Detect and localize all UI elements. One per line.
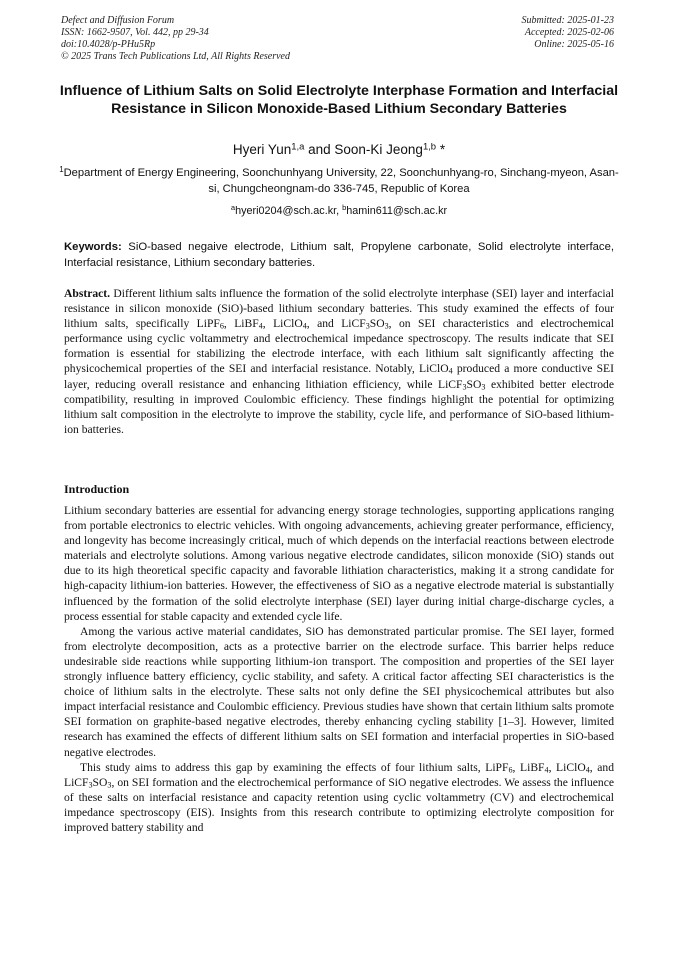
keywords-text: SiO-based negaive electrode, Lithium salt, Propylene carbonate, Solid electrolyte interface, Interfacial resistance, Lithium secondary batteries.: [64, 241, 614, 269]
email-a[interactable]: hyeri0204@sch.ac.kr: [235, 205, 337, 217]
email-a-sup: a: [230, 203, 236, 213]
author-2: Soon-Ki Jeong: [334, 142, 423, 157]
subscript: 4: [258, 321, 263, 331]
affiliation: [58, 166, 620, 197]
subscript: 3: [88, 780, 93, 790]
corresponding-star: *: [436, 142, 446, 157]
abstract: [64, 286, 614, 437]
abstract-text: SO: [369, 317, 385, 331]
online-date: Online: 2025-05-16: [534, 39, 614, 50]
author-1-sup: 1,a: [291, 141, 305, 153]
abstract-text: exhibited better electrode compatibility, resulting in improved Coulombic efficiency. These findings highlight the potential for optimizing lithium salt composition in the electrolyte to improve the stability, cycle life, and performance of SiO-based lithium-ion batteries.: [64, 377, 614, 436]
intro-text: SO: [92, 775, 108, 789]
subscript: 3: [107, 780, 112, 790]
keywords: [64, 240, 614, 271]
subscript: 3: [384, 321, 389, 331]
subscript: 4: [302, 321, 307, 331]
email-separator: ,: [336, 205, 343, 217]
intro-paragraph-3: [64, 760, 614, 835]
email-b-sup: b: [342, 203, 347, 213]
accepted-date: Accepted: 2025-02-06: [524, 27, 614, 38]
doi-line: doi:10.4028/p-PHu5Rp: [61, 39, 156, 50]
author-conjunction: and: [304, 142, 335, 157]
paper-title: Influence of Lithium Salts on Solid Electrolyte Interphase Formation and Interfacial Resistance in Silicon Monoxide-Based Lithium Secondary Batteries: [59, 83, 619, 117]
submitted-date: Submitted: 2025-01-23: [521, 15, 614, 26]
author-2-sup: 1,b: [422, 141, 437, 153]
copyright-line: © 2025 Trans Tech Publications Ltd, All Rights Reserved: [61, 51, 290, 62]
abstract-text: , and LiCF: [306, 317, 366, 331]
subscript: 3: [462, 382, 467, 392]
keywords-label: Keywords:: [64, 241, 122, 253]
intro-text: , LiBF: [512, 760, 545, 774]
subscript: 4: [585, 765, 590, 775]
abstract-text: SO: [466, 377, 482, 391]
subscript: 4: [544, 765, 549, 775]
subscript: 4: [448, 367, 453, 377]
email-line: [58, 204, 620, 218]
author-line: [58, 141, 620, 159]
subscript: 3: [365, 321, 370, 331]
intro-paragraph-1: Lithium secondary batteries are essential for advancing energy storage technologies, supporting applications ranging from portable electronics to electric vehicles. With ongoing advancements, achieving greater performance, efficiency, and longevity has become increasingly critical, much of which depends on the interfacial reactions between electrode materials and electrolyte solutions. Among various negative electrode candidates, silicon monoxide (SiO) stands out due to its high theoretical specific capacity and favorable lithiation characteristics, making it a strong candidate for high-capacity lithium-ion batteries. However, the effectiveness of SiO as a negative electrode material is substantially influenced by the formation of the solid electrolyte interphase (SEI) layer during initial charge-discharge cycles, a process essential for stable capacity and extended cycle life.: [64, 504, 614, 623]
abstract-text: , LiClO: [262, 317, 303, 331]
intro-text: , and LiCF: [64, 760, 615, 789]
author-1: Hyeri Yun: [232, 142, 292, 157]
abstract-text: Different lithium salts influence the formation of the solid electrolyte interphase (SEI) layer and interfacial resistance in silicon monoxide (SiO)-based lithium secondary batteries. This study examined the effects of four lithium salts, specifically LiPF: [64, 287, 614, 331]
email-b[interactable]: hamin611@sch.ac.kr: [346, 205, 448, 217]
intro-text: This study aims to address this gap by examining the effects of four lithium salts, LiPF: [80, 760, 509, 774]
issn-line: ISSN: 1662-9507, Vol. 442, pp 29-34: [61, 27, 209, 38]
intro-text: , on SEI formation and the electrochemical performance of SiO negative electrodes. We assess the influence of these salts on interfacial resistance and capacity retention using cyclic voltammetry (CV) and electrochemical impedance spectroscopy (EIS). Insights from this research contribute to optimizing electrolyte composition for improved battery stability and: [64, 775, 614, 834]
abstract-text: , LiBF: [223, 317, 259, 331]
abstract-label: Abstract.: [64, 287, 111, 300]
affiliation-text: Department of Energy Engineering, Soonchunhyang University, 22, Soonchunhyang-ro, Sinchang-myeon, Asan-si, Chungcheongnam-do 336-745, Republic of Korea: [63, 167, 619, 195]
abstract-text: , on SEI characteristics and electrochemical performance using cyclic voltammetry and electrochemical impedance spectroscopy. The results indicate that SEI formation is essential for stabilizing the electrode interface, with each lithium salt significantly affecting the physicochemical properties of the SEI and interfacial resistance. Notably, LiClO: [64, 317, 614, 376]
journal-header: [61, 15, 290, 63]
intro-paragraph-2: Among the various active material candidates, SiO has demonstrated particular promise. The SEI layer, formed from electrolyte decomposition, acts as a protective barrier on the electrode surface. This barrier helps reduce undesirable side reactions while supporting lithium-ion transport. The composition and properties of the SEI layer strongly influence battery efficiency, cyclic stability, and safety. A critical factor affecting SEI characteristics is the choice of lithium salts in the electrolyte. These salts not only define the SEI physicochemical attributes but also impact interfacial resistance and Coulombic efficiency. Previous studies have shown that certain lithium salts promote SEI formation on graphite-based negative electrodes, thereby enhancing cycling stability [1–3]. However, limited research has examined the effects of different lithium salts on SEI formation and interfacial properties in SiO-based negative electrodes.: [64, 624, 614, 759]
introduction-body: [64, 503, 614, 835]
subscript: 6: [219, 321, 224, 331]
intro-text: , LiClO: [548, 760, 586, 774]
subscript: 3: [481, 382, 486, 392]
dates-header: [522, 15, 615, 51]
journal-name: Defect and Diffusion Forum: [61, 15, 175, 26]
abstract-text: produced a more conductive SEI layer, reducing overall resistance and enhancing lithiation efficiency, while LiCF: [64, 362, 614, 391]
subscript: 6: [508, 765, 513, 775]
affiliation-sup: 1: [59, 165, 64, 175]
introduction-heading: Introduction: [64, 482, 130, 496]
